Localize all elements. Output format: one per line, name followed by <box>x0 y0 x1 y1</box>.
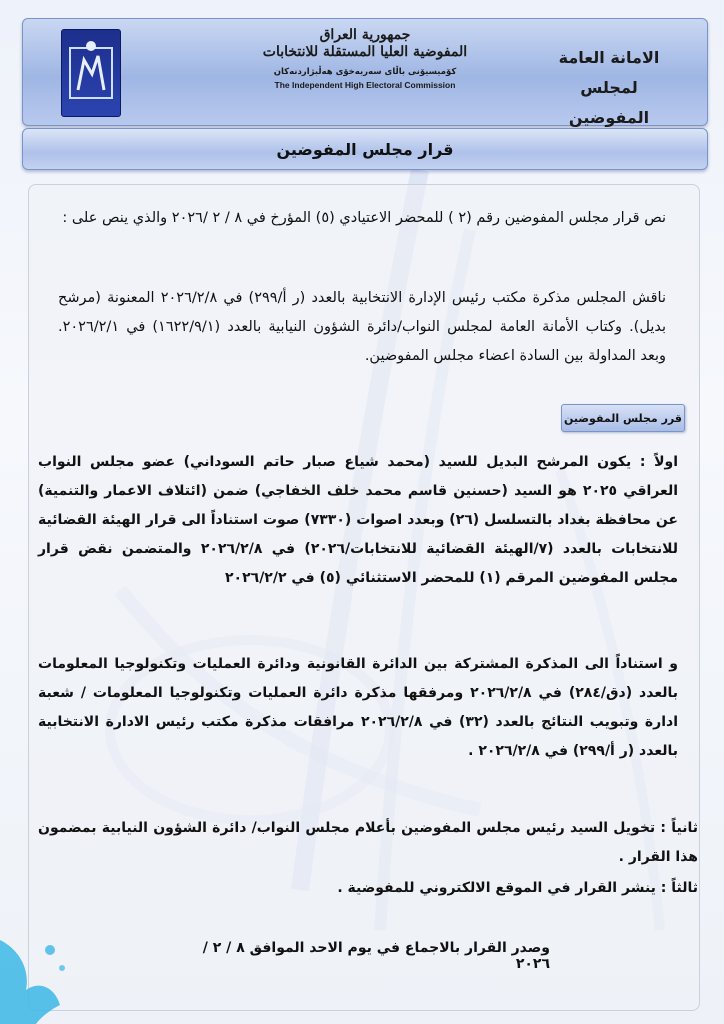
authority-label <box>539 43 679 133</box>
letterhead <box>22 18 708 126</box>
authority-line2: لمجلس المفوضين <box>568 78 650 127</box>
section-badge <box>561 404 685 432</box>
section-badge-label: قرر مجلس المفوضين <box>564 411 682 425</box>
decision-first: اولاً : يكون المرشح البديل للسيد (محمد شياع صبار حاتم السوداني) عضو مجلس النواب العراقي ٢٠٢٥ هو السيد (حسنين قاسم محمد خلف الخفاجي) ضمن (ائتلاف الاعمار والتنمية) عن محافظة بغداد بالتسلسل (٢٦) وبعدد اصوات (٧٣٣٠) صوت استناداً الى قرار الهيئة القضائية للانتخابات بالعدد (٧/الهيئة القضائية للانتخابات/٢٠٢٦) في ٢٠٢٦/٢/٨ والمتضمن نقض قرار مجلس المفوضين المرقم (١) للمحضر الاستثنائي (٥) في ٢٠٢٦/٢/٢ <box>38 454 679 586</box>
intro-paragraph-2: ناقش المجلس مذكرة مكتب رئيس الإدارة الانتخابية بالعدد (ر أ/٢٩٩) في ٢٠٢٦/٢/٨ المعنونة (مرشح بديل). وكتاب الأمانة العامة لمجلس النواب/دائرة الشؤون النيابية بالعدد (١٦٢٢/٩/١) في ٢٠٢٦/٢/١. وبعد المداولة بين السادة اعضاء مجلس المفوضين. <box>58 290 666 364</box>
decision-second: ثانياً : تخويل السيد رئيس مجلس المفوضين بأعلام مجلس النواب/ دائرة الشؤون النيابية بمضمون هذا القرار . <box>38 820 698 865</box>
brand-arabic-line1: جمهورية العراق <box>319 27 411 43</box>
commission-brand <box>255 27 475 91</box>
decision-third: ثالثاً : ينشر القرار في الموقع الالكتروني للمفوضية . <box>337 880 698 896</box>
authority-line1: الامانة العامة <box>558 48 660 67</box>
brand-kurdish: كۆمیسیۆنی باڵای سەربەخۆی هەڵبژاردنەکان <box>273 67 457 77</box>
brand-arabic-line2: المفوضية العليا المستقلة للانتخابات <box>262 44 468 60</box>
brand-english: The Independent High Electoral Commission <box>274 80 456 90</box>
decision-first-continued: و استناداً الى المذكرة المشتركة بين الدائرة القانونية ودائرة العمليات وتكنولوجيا المعلومات بالعدد (دق/٢٨٤) في ٢٠٢٦/٢/٨ ومرفقها مذكرة دائرة العمليات وتكنولوجيا المعلومات / شعبة ادارة وتبويب النتائج بالعدد (٣٢) في ٢٠٢٦/٢/٨ مرافقات مذكرة مكتب رئيس الادارة الانتخابية بالعدد (ر أ/٢٩٩) في ٢٠٢٦/٢/٨ . <box>38 656 679 759</box>
commission-logo <box>61 29 121 117</box>
document-title: قرار مجلس المفوضين <box>276 139 454 159</box>
closing-statement: وصدر القرار بالاجماع في يوم الاحد الموافق ٨ / ٢ /٢٠٢٦ <box>202 940 550 972</box>
intro-paragraph-1: نص قرار مجلس المفوضين رقم (٢ ) للمحضر الاعتيادي (٥) المؤرخ في ٨ / ٢ /٢٠٢٦ والذي ينص على : <box>62 210 666 226</box>
corner-splash-graphic <box>0 910 80 1024</box>
title-bar <box>22 128 708 170</box>
